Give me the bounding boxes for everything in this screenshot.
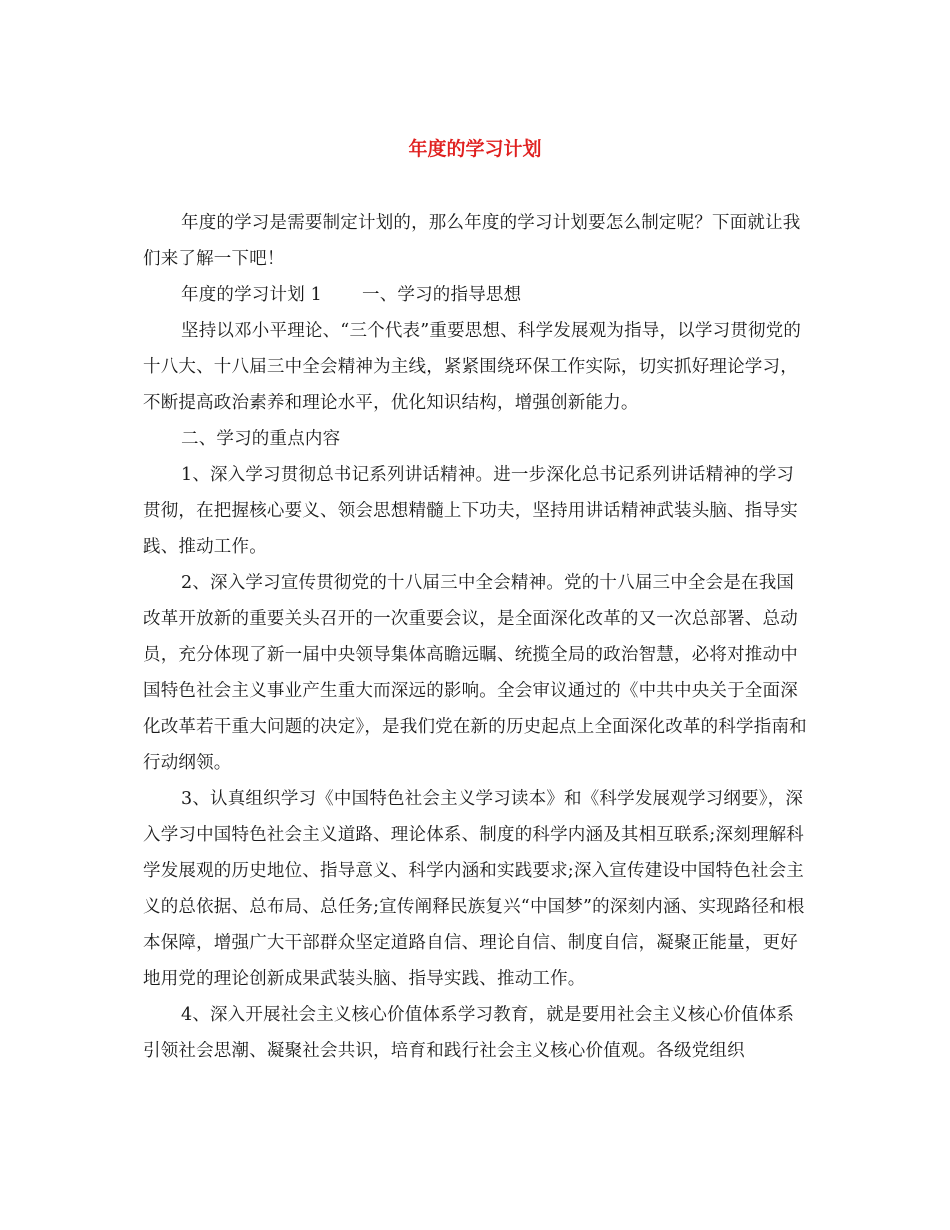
section-label: 年度的学习计划 1 (181, 285, 322, 305)
document-title: 年度的学习计划 (408, 138, 542, 160)
list-item-3: 3、认真组织学习《中国特色社会主义学习读本》和《科学发展观学习纲要》，深入学习中国特色社会主义道路、理论体系、制度的科学内涵及其相互联系;深刻理解科学发展观的历史地位、指导意义、科学内涵和实践要求;深入宣传建设中国特色社会主义的总依据、总布局、总任务;宣传阐释民族复兴“中国梦”的深刻内涵、实现路径和根本保障，增强广大干部群众坚定道路自信、理论自信、制度自信，凝聚正能量，更好地用党的理论创新成果武装头脑、指导实践、推动工作。 (143, 789, 805, 989)
guiding-thought-paragraph: 坚持以邓小平理论、“三个代表”重要思想、科学发展观为指导，以学习贯彻党的十八大、十八届三中全会精神为主线，紧紧围绕环保工作实际，切实抓好理论学习，不断提高政治素养和理论水平，优化知识结构，增强创新能力。 (143, 321, 802, 413)
intro-paragraph: 年度的学习是需要制定计划的，那么年度的学习计划要怎么制定呢？下面就让我们来了解一下吧！ (143, 213, 801, 269)
list-item-1: 1、深入学习贯彻总书记系列讲话精神。进一步深化总书记系列讲话精神的学习贯彻，在把握核心要义、领会思想精髓上下功夫，坚持用讲话精神武装头脑、指导实践、推动工作。 (143, 465, 798, 557)
heading-guiding-thought: 一、学习的指导思想 (362, 285, 522, 305)
list-item-2: 2、深入学习宣传贯彻党的十八届三中全会精神。党的十八届三中全会是在我国改革开放新的重要关头召开的一次重要会议，是全面深化改革的又一次总部署、总动员，充分体现了新一届中央领导集体高瞻远瞩、统揽全局的政治智慧，必将对推动中国特色社会主义事业产生重大而深远的影响。全会审议通过的《中共中央关于全面深化改革若干重大问题的决定》，是我们党在新的历史起点上全面深化改革的科学指南和行动纲领。 (143, 573, 807, 773)
document-body (143, 205, 807, 1069)
section-heading-line (143, 277, 807, 313)
heading-key-content: 二、学习的重点内容 (181, 429, 341, 449)
list-item-4: 4、深入开展社会主义核心价值体系学习教育，就是要用社会主义核心价值体系引领社会思潮、凝聚社会共识，培育和践行社会主义核心价值观。各级党组织 (143, 1005, 795, 1061)
